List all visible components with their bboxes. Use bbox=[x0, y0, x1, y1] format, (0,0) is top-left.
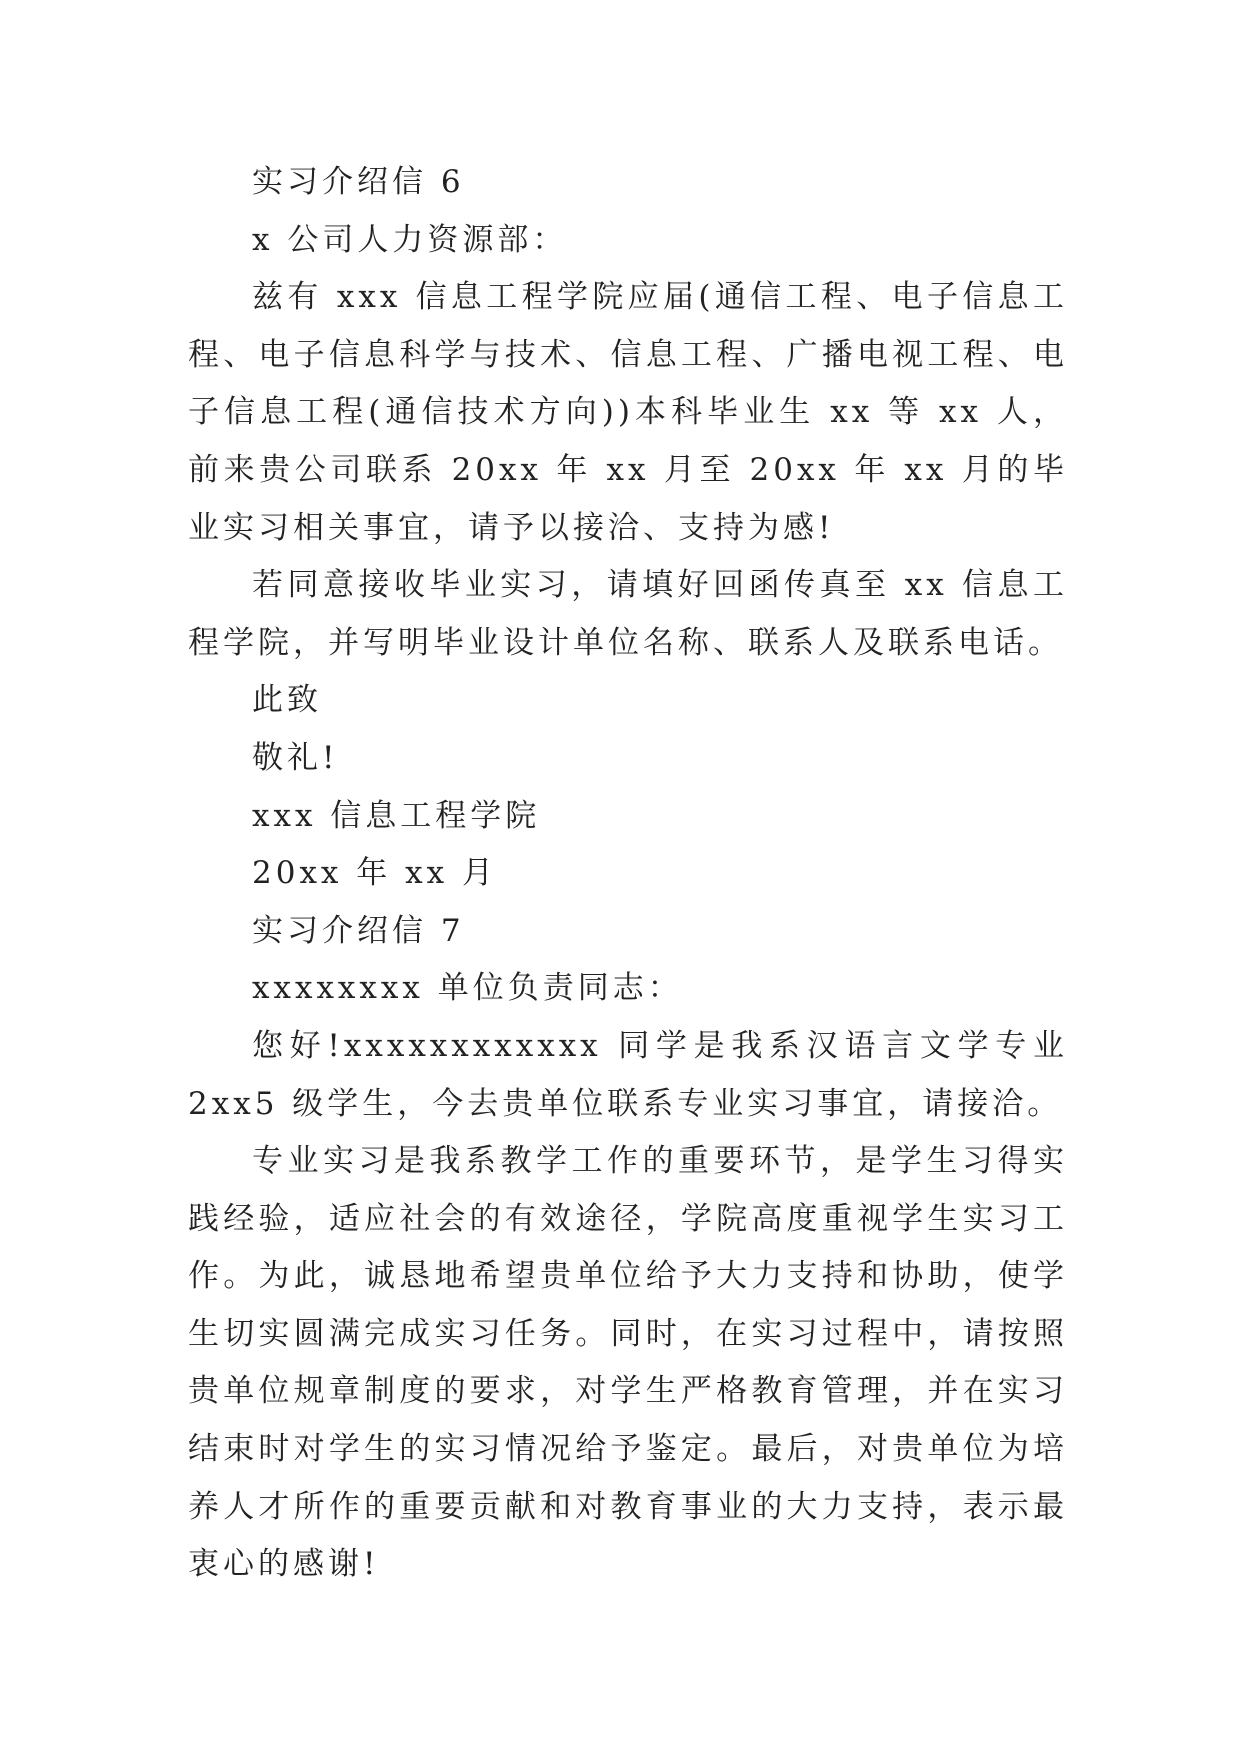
letter-7-title: 实习介绍信 7 bbox=[252, 912, 465, 949]
letter-6-date: 20xx 年 xx 月 bbox=[252, 855, 497, 892]
letter-6-body-paragraph: 若同意接收毕业实习，请填好回函传真至 xx 信息工程学院，并写明毕业设计单位名称、联系人及联系电话。 bbox=[188, 567, 1068, 661]
letter-6-regards: 敬礼! bbox=[252, 739, 339, 776]
letter-7-body-paragraph: 您好!xxxxxxxxxxxx 同学是我系汉语言文学专业 2xx5 级学生，今去贵单位联系专业实习事宜，请接洽。 bbox=[188, 1027, 1068, 1122]
letter-6-title: 实习介绍信 6 bbox=[252, 164, 465, 200]
document-body bbox=[188, 154, 1068, 1594]
letter-7-salutation: xxxxxxxx 单位负责同志： bbox=[252, 970, 683, 1007]
letter-6-body-paragraph: 兹有 xxx 信息工程学院应届(通信工程、电子信息工程、电子信息科学与技术、信息工程、广播电视工程、电子信息工程(通信技术方向))本科毕业生 xx 等 xx 人，前来贵公司联系 20xx 年 xx 月至 20xx 年 xx 月的毕业实习相关事宜，请予以接洽、支持为感! bbox=[188, 279, 1068, 546]
letter-6-signature: xxx 信息工程学院 bbox=[252, 797, 541, 834]
letter-6-salutation: x 公司人力资源部： bbox=[252, 221, 568, 258]
letter-6-closing: 此致 bbox=[252, 682, 322, 719]
letter-7-body-paragraph: 专业实习是我系教学工作的重要环节，是学生习得实践经验，适应社会的有效途径，学院高度重视学生实习工作。为此，诚恳地希望贵单位给予大力支持和协助，使学生切实圆满完成实习任务。同时，在实习过程中，请按照贵单位规章制度的要求，对学生严格教育管理，并在实习结束时对学生的实习情况给予鉴定。最后，对贵单位为培养人才所作的重要贡献和对教育事业的大力支持，表示最衷心的感谢! bbox=[188, 1143, 1068, 1583]
